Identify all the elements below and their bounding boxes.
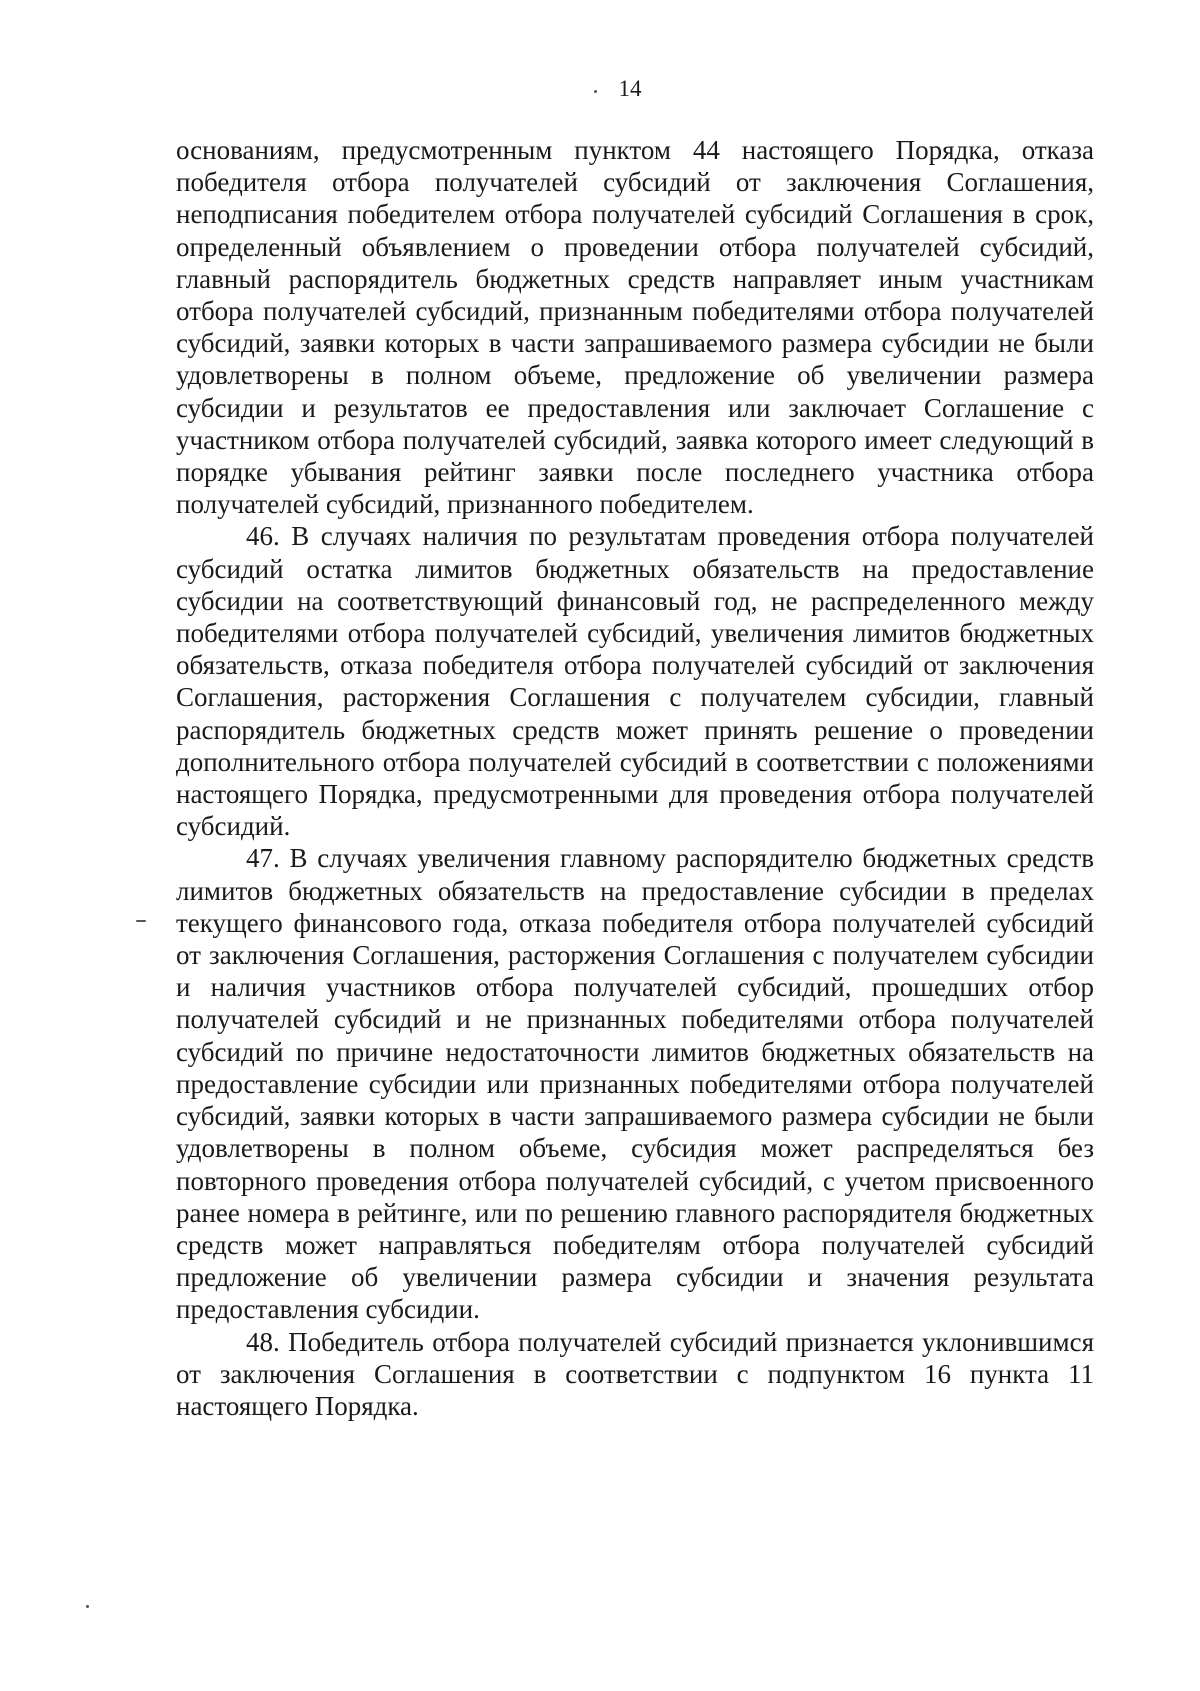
paragraph-47: 47. В случаях увеличения главному распорядителю бюджетных средств лимитов бюджетных обязательств на предоставление субсидии в пределах текущего финансового года, отказа победителя отбора получателей субсидий от заключения Соглашения, расторжения Соглашения с получателем субсидии и наличия участников отбора получателей субсидий, прошедших отбор получателей субсидий и не признанных победителями отбора получателей субсидий по причине недостаточности лимитов бюджетных обязательств на предоставление субсидии или признанных победителями отбора получателей субсидий, заявки которых в части запрашиваемого размера субсидии не были удовлетворены в полном объеме, субсидия может распределяться без повторного проведения отбора получателей субсидий, с учетом присвоенного ранее номера в рейтинге, или по решению главного распорядителя бюджетных средств может направляться победителям отбора получателей субсидий предложение об увеличении размера субсидии и значения результата предоставления субсидии. xyxy=(176,843,1094,1325)
scan-speck xyxy=(86,1605,89,1608)
scan-speck xyxy=(136,920,146,922)
document-body xyxy=(176,134,1094,1422)
page-number: 14 xyxy=(618,76,642,101)
scan-speck xyxy=(594,90,597,93)
paragraph-45-continued: основаниям, предусмотренным пунктом 44 настоящего Порядка, отказа победителя отбора получателей субсидий от заключения Соглашения, неподписания победителем отбора получателей субсидий Соглашения в срок, определенный объявлением о проведении отбора получателей субсидий, главный распорядитель бюджетных средств направляет иным участникам отбора получателей субсидий, признанным победителями отбора получателей субсидий, заявки которых в части запрашиваемого размера субсидии не были удовлетворены в полном объеме, предложение об увеличении размера субсидии и результатов ее предоставления или заключает Соглашение с участником отбора получателей субсидий, заявка которого имеет следующий в порядке убывания рейтинг заявки после последнего участника отбора получателей субсидий, признанного победителем. xyxy=(176,135,1094,520)
paragraph-48: 48. Победитель отбора получателей субсидий признается уклонившимся от заключения Соглашения в соответствии с подпунктом 16 пункта 11 настоящего Порядка. xyxy=(176,1326,1094,1421)
paragraph-46: 46. В случаях наличия по результатам проведения отбора получателей субсидий остатка лимитов бюджетных обязательств на предоставление субсидии на соответствующий финансовый год, не распределенного между победителями отбора получателей субсидий, увеличения лимитов бюджетных обязательств, отказа победителя отбора получателей субсидий от заключения Соглашения, расторжения Соглашения с получателем субсидии, главный распорядитель бюджетных средств может принять решение о проведении дополнительного отбора получателей субсидий в соответствии с положениями настоящего Порядка, предусмотренными для проведения отбора получателей субсидий. xyxy=(176,521,1094,842)
